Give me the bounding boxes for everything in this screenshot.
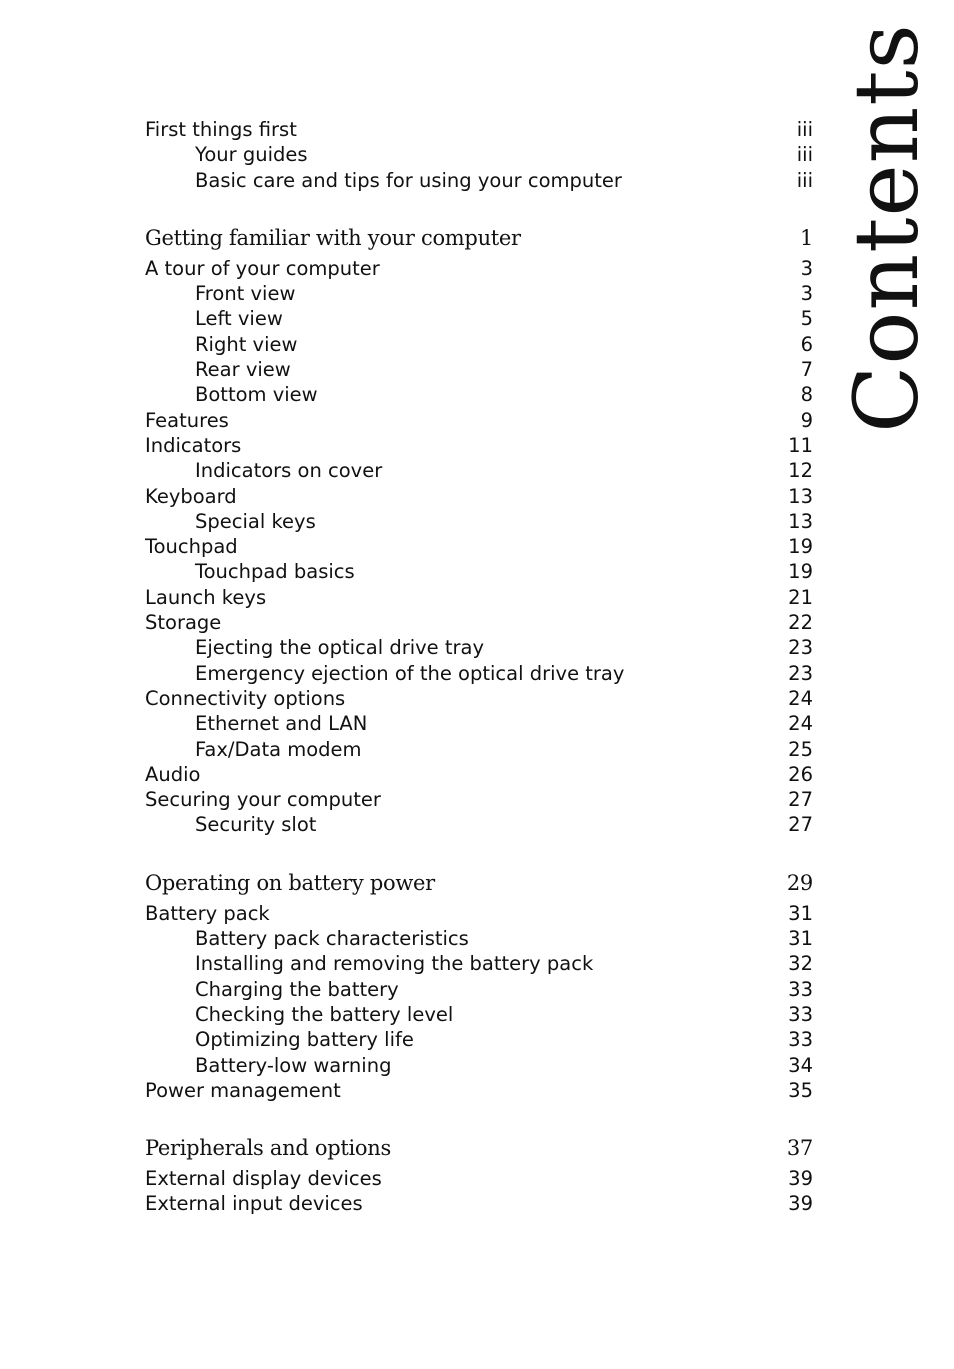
- chapter-title: Getting familiar with your computer: [145, 225, 521, 250]
- entry-page-number: 24: [788, 712, 813, 736]
- table-of-contents: [145, 117, 813, 1217]
- entry-page-number: 19: [788, 535, 813, 559]
- toc-subentry[interactable]: [145, 711, 813, 736]
- entry-title: Basic care and tips for using your computer: [195, 168, 622, 192]
- entry-page-number: 11: [788, 433, 813, 457]
- toc-subentry[interactable]: [145, 357, 813, 382]
- entry-page-number: 5: [800, 307, 813, 331]
- entry-title: Optimizing battery life: [195, 1028, 414, 1052]
- entry-title: Launch keys: [145, 585, 267, 609]
- entry-page-number: 27: [788, 813, 813, 837]
- toc-section: [145, 117, 813, 193]
- entry-page-number: 7: [800, 358, 813, 382]
- toc-entry[interactable]: [145, 762, 813, 787]
- toc-entry[interactable]: [145, 585, 813, 610]
- entry-title: Keyboard: [145, 484, 237, 508]
- toc-entry[interactable]: [145, 1166, 813, 1191]
- toc-entry[interactable]: [145, 1191, 813, 1216]
- entry-title: Ejecting the optical drive tray: [195, 636, 485, 660]
- toc-chapter-heading[interactable]: [145, 1131, 813, 1166]
- toc-subentry[interactable]: [145, 458, 813, 483]
- toc-subentry[interactable]: [145, 306, 813, 331]
- chapter-page-number: 1: [799, 225, 813, 250]
- entry-title: External display devices: [145, 1167, 382, 1191]
- entry-title: Touchpad basics: [195, 560, 355, 584]
- entry-title: Checking the battery level: [195, 1002, 454, 1026]
- entry-page-number: 3: [800, 256, 813, 280]
- entry-page-number: 13: [788, 509, 813, 533]
- toc-subentry[interactable]: [145, 661, 813, 686]
- entry-page-number: 27: [788, 788, 813, 812]
- entry-page-number: 9: [800, 408, 813, 432]
- entry-title: Security slot: [195, 813, 317, 837]
- entry-title: Features: [145, 408, 229, 432]
- entry-page-number: 6: [800, 332, 813, 356]
- entry-title: Rear view: [195, 358, 291, 382]
- entry-title: Securing your computer: [145, 788, 381, 812]
- entry-title: Front view: [195, 282, 296, 306]
- entry-title: Indicators: [145, 433, 242, 457]
- entry-title: Indicators on cover: [195, 459, 383, 483]
- entry-title: Bottom view: [195, 383, 318, 407]
- entry-title: Connectivity options: [145, 686, 346, 710]
- entry-page-number: 8: [800, 383, 813, 407]
- entry-page-number: 34: [788, 1053, 813, 1077]
- toc-chapter-heading[interactable]: [145, 221, 813, 256]
- entry-title: Special keys: [195, 509, 316, 533]
- entry-page-number: 32: [788, 952, 813, 976]
- entry-page-number: 26: [788, 762, 813, 786]
- toc-entry[interactable]: [145, 534, 813, 559]
- entry-page-number: 24: [788, 686, 813, 710]
- entry-title: Battery-low warning: [195, 1053, 392, 1077]
- entry-title: A tour of your computer: [145, 256, 380, 280]
- toc-subentry[interactable]: [145, 812, 813, 837]
- toc-entry[interactable]: [145, 484, 813, 509]
- entry-page-number: 3: [800, 282, 813, 306]
- toc-entry[interactable]: [145, 787, 813, 812]
- entry-page-number: 35: [788, 1078, 813, 1102]
- entry-title: Left view: [195, 307, 283, 331]
- toc-subentry[interactable]: [145, 926, 813, 951]
- toc-subentry[interactable]: [145, 1027, 813, 1052]
- entry-title: Touchpad: [145, 535, 238, 559]
- chapter-title: Peripherals and options: [145, 1136, 391, 1161]
- page-title: Contents: [835, 23, 939, 433]
- entry-page-number: 39: [788, 1192, 813, 1216]
- entry-title: Right view: [195, 332, 298, 356]
- toc-section: [145, 866, 813, 1103]
- entry-page-number: 12: [788, 459, 813, 483]
- toc-subentry[interactable]: [145, 281, 813, 306]
- toc-subentry[interactable]: [145, 977, 813, 1002]
- entry-page-number: iii: [796, 168, 813, 192]
- entry-title: Audio: [145, 762, 201, 786]
- toc-subentry[interactable]: [145, 951, 813, 976]
- entry-title: Battery pack: [145, 901, 270, 925]
- toc-subentry[interactable]: [145, 168, 813, 193]
- entry-page-number: 13: [788, 484, 813, 508]
- entry-page-number: 21: [788, 585, 813, 609]
- entry-title: Storage: [145, 611, 222, 635]
- toc-subentry[interactable]: [145, 382, 813, 407]
- chapter-page-number: 29: [786, 870, 813, 895]
- entry-title: Charging the battery: [195, 977, 399, 1001]
- entry-page-number: 25: [788, 737, 813, 761]
- toc-entry[interactable]: [145, 433, 813, 458]
- entry-page-number: iii: [796, 143, 813, 167]
- entry-page-number: iii: [796, 118, 813, 141]
- entry-title: Battery pack characteristics: [195, 927, 469, 951]
- toc-entry[interactable]: [145, 901, 813, 926]
- toc-subentry[interactable]: [145, 737, 813, 762]
- entry-page-number: 19: [788, 560, 813, 584]
- entry-title: Power management: [145, 1078, 341, 1102]
- toc-entry[interactable]: [145, 117, 813, 142]
- entry-title: First things first: [145, 118, 297, 141]
- toc-entry[interactable]: [145, 686, 813, 711]
- entry-title: Ethernet and LAN: [195, 712, 368, 736]
- toc-subentry[interactable]: [145, 1002, 813, 1027]
- entry-title: External input devices: [145, 1192, 363, 1216]
- chapter-title: Operating on battery power: [145, 870, 435, 895]
- toc-section: [145, 221, 813, 838]
- entry-page-number: 23: [788, 636, 813, 660]
- entry-page-number: 39: [788, 1167, 813, 1191]
- entry-page-number: 33: [788, 977, 813, 1001]
- entry-title: Fax/Data modem: [195, 737, 362, 761]
- entry-title: Your guides: [195, 143, 308, 167]
- entry-page-number: 23: [788, 661, 813, 685]
- entry-page-number: 33: [788, 1002, 813, 1026]
- chapter-page-number: 37: [786, 1136, 813, 1161]
- toc-entry[interactable]: [145, 1078, 813, 1103]
- toc-subentry[interactable]: [145, 559, 813, 584]
- toc-subentry[interactable]: [145, 635, 813, 660]
- toc-subentry[interactable]: [145, 1053, 813, 1078]
- entry-page-number: 33: [788, 1028, 813, 1052]
- page-title-vertical: [835, 23, 939, 433]
- entry-title: Emergency ejection of the optical drive tray: [195, 661, 625, 685]
- toc-entry[interactable]: [145, 408, 813, 433]
- toc-subentry[interactable]: [145, 142, 813, 167]
- entry-page-number: 31: [788, 927, 813, 951]
- entry-title: Installing and removing the battery pack: [195, 952, 594, 976]
- toc-entry[interactable]: [145, 610, 813, 635]
- toc-section: [145, 1131, 813, 1217]
- toc-chapter-heading[interactable]: [145, 866, 813, 901]
- toc-subentry[interactable]: [145, 332, 813, 357]
- entry-page-number: 31: [788, 901, 813, 925]
- entry-page-number: 22: [788, 611, 813, 635]
- toc-subentry[interactable]: [145, 509, 813, 534]
- toc-entry[interactable]: [145, 256, 813, 281]
